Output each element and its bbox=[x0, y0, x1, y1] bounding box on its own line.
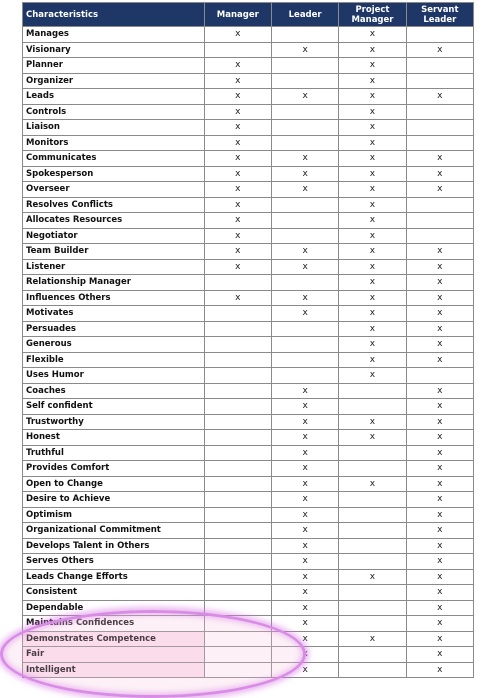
check-mark-cell: x bbox=[339, 569, 406, 585]
empty-cell bbox=[204, 647, 271, 663]
characteristic-label: Maintains Confidences bbox=[23, 616, 205, 632]
empty-cell bbox=[339, 662, 406, 678]
table-row bbox=[23, 662, 474, 678]
characteristic-label: Demonstrates Competence bbox=[23, 631, 205, 647]
table-row bbox=[23, 213, 474, 229]
check-mark-cell: x bbox=[406, 275, 473, 291]
check-mark-cell: x bbox=[204, 58, 271, 74]
check-mark-cell: x bbox=[271, 554, 338, 570]
check-mark-cell: x bbox=[339, 73, 406, 89]
check-mark-cell: x bbox=[271, 538, 338, 554]
empty-cell bbox=[204, 554, 271, 570]
header-manager: Manager bbox=[204, 3, 271, 27]
table-header-row bbox=[23, 3, 474, 27]
check-mark-cell: x bbox=[406, 662, 473, 678]
table-row bbox=[23, 244, 474, 260]
check-mark-cell: x bbox=[204, 244, 271, 260]
empty-cell bbox=[204, 585, 271, 601]
check-mark-cell: x bbox=[271, 476, 338, 492]
characteristic-label: Spokesperson bbox=[23, 166, 205, 182]
empty-cell bbox=[204, 492, 271, 508]
characteristic-label: Monitors bbox=[23, 135, 205, 151]
table-row bbox=[23, 445, 474, 461]
table-row bbox=[23, 569, 474, 585]
empty-cell bbox=[406, 135, 473, 151]
check-mark-cell: x bbox=[339, 259, 406, 275]
characteristic-label: Liaison bbox=[23, 120, 205, 136]
characteristic-label: Organizer bbox=[23, 73, 205, 89]
check-mark-cell: x bbox=[406, 42, 473, 58]
empty-cell bbox=[339, 383, 406, 399]
check-mark-cell: x bbox=[339, 104, 406, 120]
check-mark-cell: x bbox=[271, 42, 338, 58]
check-mark-cell: x bbox=[406, 337, 473, 353]
check-mark-cell: x bbox=[406, 399, 473, 415]
characteristic-label: Motivates bbox=[23, 306, 205, 322]
empty-cell bbox=[339, 538, 406, 554]
check-mark-cell: x bbox=[271, 244, 338, 260]
empty-cell bbox=[271, 337, 338, 353]
characteristic-label: Uses Humor bbox=[23, 368, 205, 384]
characteristic-label: Serves Others bbox=[23, 554, 205, 570]
empty-cell bbox=[204, 42, 271, 58]
empty-cell bbox=[406, 120, 473, 136]
empty-cell bbox=[204, 383, 271, 399]
table-row bbox=[23, 182, 474, 198]
characteristic-label: Desire to Achieve bbox=[23, 492, 205, 508]
check-mark-cell: x bbox=[339, 430, 406, 446]
check-mark-cell: x bbox=[406, 306, 473, 322]
check-mark-cell: x bbox=[339, 42, 406, 58]
check-mark-cell: x bbox=[271, 89, 338, 105]
check-mark-cell: x bbox=[204, 290, 271, 306]
check-mark-cell: x bbox=[339, 368, 406, 384]
table-row bbox=[23, 58, 474, 74]
check-mark-cell: x bbox=[406, 414, 473, 430]
empty-cell bbox=[204, 600, 271, 616]
characteristic-label: Allocates Resources bbox=[23, 213, 205, 229]
check-mark-cell: x bbox=[339, 197, 406, 213]
characteristic-label: Self confident bbox=[23, 399, 205, 415]
table-body bbox=[23, 27, 474, 678]
check-mark-cell: x bbox=[271, 306, 338, 322]
characteristic-label: Honest bbox=[23, 430, 205, 446]
table-row bbox=[23, 120, 474, 136]
check-mark-cell: x bbox=[271, 383, 338, 399]
check-mark-cell: x bbox=[271, 492, 338, 508]
empty-cell bbox=[204, 321, 271, 337]
check-mark-cell: x bbox=[406, 554, 473, 570]
empty-cell bbox=[406, 27, 473, 43]
empty-cell bbox=[271, 321, 338, 337]
check-mark-cell: x bbox=[271, 430, 338, 446]
empty-cell bbox=[204, 538, 271, 554]
check-mark-cell: x bbox=[204, 27, 271, 43]
empty-cell bbox=[339, 445, 406, 461]
check-mark-cell: x bbox=[271, 585, 338, 601]
check-mark-cell: x bbox=[339, 228, 406, 244]
empty-cell bbox=[271, 120, 338, 136]
empty-cell bbox=[406, 58, 473, 74]
characteristic-label: Influences Others bbox=[23, 290, 205, 306]
characteristic-label: Optimism bbox=[23, 507, 205, 523]
check-mark-cell: x bbox=[406, 538, 473, 554]
empty-cell bbox=[339, 399, 406, 415]
check-mark-cell: x bbox=[339, 27, 406, 43]
check-mark-cell: x bbox=[406, 585, 473, 601]
empty-cell bbox=[204, 507, 271, 523]
characteristic-label: Intelligent bbox=[23, 662, 205, 678]
table-row bbox=[23, 383, 474, 399]
table-row bbox=[23, 647, 474, 663]
characteristics-table bbox=[22, 2, 474, 678]
check-mark-cell: x bbox=[406, 600, 473, 616]
table-row bbox=[23, 538, 474, 554]
characteristic-label: Leads Change Efforts bbox=[23, 569, 205, 585]
check-mark-cell: x bbox=[406, 631, 473, 647]
characteristic-label: Trustworthy bbox=[23, 414, 205, 430]
check-mark-cell: x bbox=[339, 58, 406, 74]
check-mark-cell: x bbox=[204, 182, 271, 198]
empty-cell bbox=[339, 585, 406, 601]
check-mark-cell: x bbox=[204, 166, 271, 182]
empty-cell bbox=[271, 197, 338, 213]
check-mark-cell: x bbox=[339, 244, 406, 260]
check-mark-cell: x bbox=[339, 337, 406, 353]
comparison-table-container bbox=[22, 2, 474, 678]
check-mark-cell: x bbox=[406, 476, 473, 492]
empty-cell bbox=[271, 228, 338, 244]
check-mark-cell: x bbox=[271, 151, 338, 167]
check-mark-cell: x bbox=[204, 197, 271, 213]
check-mark-cell: x bbox=[406, 523, 473, 539]
header-characteristics: Characteristics bbox=[23, 3, 205, 27]
table-row bbox=[23, 42, 474, 58]
check-mark-cell: x bbox=[204, 151, 271, 167]
check-mark-cell: x bbox=[406, 151, 473, 167]
table-row bbox=[23, 554, 474, 570]
empty-cell bbox=[204, 337, 271, 353]
empty-cell bbox=[406, 368, 473, 384]
empty-cell bbox=[271, 352, 338, 368]
check-mark-cell: x bbox=[271, 259, 338, 275]
check-mark-cell: x bbox=[271, 647, 338, 663]
table-row bbox=[23, 476, 474, 492]
check-mark-cell: x bbox=[406, 507, 473, 523]
characteristic-label: Truthful bbox=[23, 445, 205, 461]
check-mark-cell: x bbox=[406, 244, 473, 260]
empty-cell bbox=[339, 647, 406, 663]
check-mark-cell: x bbox=[406, 616, 473, 632]
characteristic-label: Generous bbox=[23, 337, 205, 353]
table-row bbox=[23, 135, 474, 151]
check-mark-cell: x bbox=[271, 461, 338, 477]
characteristic-label: Negotiator bbox=[23, 228, 205, 244]
empty-cell bbox=[339, 523, 406, 539]
check-mark-cell: x bbox=[271, 414, 338, 430]
empty-cell bbox=[204, 476, 271, 492]
table-row bbox=[23, 616, 474, 632]
table-row bbox=[23, 290, 474, 306]
check-mark-cell: x bbox=[271, 569, 338, 585]
characteristic-label: Leads bbox=[23, 89, 205, 105]
empty-cell bbox=[204, 523, 271, 539]
check-mark-cell: x bbox=[406, 461, 473, 477]
table-row bbox=[23, 399, 474, 415]
characteristic-label: Develops Talent in Others bbox=[23, 538, 205, 554]
empty-cell bbox=[271, 27, 338, 43]
check-mark-cell: x bbox=[406, 290, 473, 306]
characteristic-label: Communicates bbox=[23, 151, 205, 167]
table-row bbox=[23, 166, 474, 182]
check-mark-cell: x bbox=[204, 259, 271, 275]
empty-cell bbox=[271, 73, 338, 89]
check-mark-cell: x bbox=[271, 399, 338, 415]
table-row bbox=[23, 600, 474, 616]
check-mark-cell: x bbox=[271, 166, 338, 182]
header-leader: Leader bbox=[271, 3, 338, 27]
check-mark-cell: x bbox=[339, 135, 406, 151]
check-mark-cell: x bbox=[204, 73, 271, 89]
characteristic-label: Listener bbox=[23, 259, 205, 275]
empty-cell bbox=[339, 616, 406, 632]
check-mark-cell: x bbox=[271, 182, 338, 198]
table-row bbox=[23, 492, 474, 508]
characteristic-label: Controls bbox=[23, 104, 205, 120]
table-row bbox=[23, 89, 474, 105]
table-row bbox=[23, 507, 474, 523]
table-row bbox=[23, 368, 474, 384]
check-mark-cell: x bbox=[406, 492, 473, 508]
check-mark-cell: x bbox=[339, 352, 406, 368]
check-mark-cell: x bbox=[339, 151, 406, 167]
empty-cell bbox=[406, 104, 473, 120]
empty-cell bbox=[339, 507, 406, 523]
check-mark-cell: x bbox=[271, 631, 338, 647]
characteristic-label: Organizational Commitment bbox=[23, 523, 205, 539]
check-mark-cell: x bbox=[271, 507, 338, 523]
table-row bbox=[23, 104, 474, 120]
empty-cell bbox=[406, 228, 473, 244]
empty-cell bbox=[204, 461, 271, 477]
check-mark-cell: x bbox=[204, 104, 271, 120]
empty-cell bbox=[204, 352, 271, 368]
empty-cell bbox=[406, 213, 473, 229]
empty-cell bbox=[271, 213, 338, 229]
table-row bbox=[23, 151, 474, 167]
check-mark-cell: x bbox=[271, 662, 338, 678]
characteristic-label: Provides Comfort bbox=[23, 461, 205, 477]
table-row bbox=[23, 352, 474, 368]
characteristic-label: Team Builder bbox=[23, 244, 205, 260]
table-row bbox=[23, 306, 474, 322]
characteristic-label: Relationship Manager bbox=[23, 275, 205, 291]
characteristic-label: Visionary bbox=[23, 42, 205, 58]
table-row bbox=[23, 430, 474, 446]
check-mark-cell: x bbox=[406, 445, 473, 461]
table-row bbox=[23, 228, 474, 244]
table-row bbox=[23, 275, 474, 291]
table-row bbox=[23, 73, 474, 89]
check-mark-cell: x bbox=[406, 89, 473, 105]
empty-cell bbox=[339, 600, 406, 616]
check-mark-cell: x bbox=[406, 647, 473, 663]
check-mark-cell: x bbox=[406, 182, 473, 198]
table-row bbox=[23, 337, 474, 353]
empty-cell bbox=[271, 368, 338, 384]
check-mark-cell: x bbox=[339, 89, 406, 105]
check-mark-cell: x bbox=[204, 135, 271, 151]
characteristic-label: Resolves Conflicts bbox=[23, 197, 205, 213]
empty-cell bbox=[204, 616, 271, 632]
check-mark-cell: x bbox=[271, 445, 338, 461]
characteristic-label: Consistent bbox=[23, 585, 205, 601]
check-mark-cell: x bbox=[339, 321, 406, 337]
empty-cell bbox=[271, 135, 338, 151]
empty-cell bbox=[204, 368, 271, 384]
check-mark-cell: x bbox=[339, 120, 406, 136]
table-row bbox=[23, 414, 474, 430]
empty-cell bbox=[406, 73, 473, 89]
empty-cell bbox=[271, 275, 338, 291]
check-mark-cell: x bbox=[406, 383, 473, 399]
empty-cell bbox=[339, 461, 406, 477]
check-mark-cell: x bbox=[406, 259, 473, 275]
check-mark-cell: x bbox=[339, 414, 406, 430]
table-row bbox=[23, 631, 474, 647]
empty-cell bbox=[204, 662, 271, 678]
table-row bbox=[23, 523, 474, 539]
table-row bbox=[23, 585, 474, 601]
header-servant-leader: Servant Leader bbox=[406, 3, 473, 27]
empty-cell bbox=[339, 492, 406, 508]
check-mark-cell: x bbox=[204, 213, 271, 229]
characteristic-label: Dependable bbox=[23, 600, 205, 616]
check-mark-cell: x bbox=[339, 476, 406, 492]
check-mark-cell: x bbox=[339, 166, 406, 182]
check-mark-cell: x bbox=[271, 523, 338, 539]
empty-cell bbox=[204, 414, 271, 430]
empty-cell bbox=[204, 399, 271, 415]
empty-cell bbox=[406, 197, 473, 213]
characteristic-label: Coaches bbox=[23, 383, 205, 399]
empty-cell bbox=[204, 631, 271, 647]
empty-cell bbox=[204, 306, 271, 322]
check-mark-cell: x bbox=[406, 430, 473, 446]
empty-cell bbox=[204, 430, 271, 446]
empty-cell bbox=[339, 554, 406, 570]
check-mark-cell: x bbox=[406, 166, 473, 182]
check-mark-cell: x bbox=[271, 290, 338, 306]
empty-cell bbox=[204, 445, 271, 461]
table-row bbox=[23, 321, 474, 337]
empty-cell bbox=[204, 569, 271, 585]
table-row bbox=[23, 197, 474, 213]
check-mark-cell: x bbox=[339, 290, 406, 306]
check-mark-cell: x bbox=[339, 213, 406, 229]
empty-cell bbox=[271, 104, 338, 120]
check-mark-cell: x bbox=[406, 352, 473, 368]
check-mark-cell: x bbox=[339, 182, 406, 198]
check-mark-cell: x bbox=[339, 631, 406, 647]
table-row bbox=[23, 259, 474, 275]
check-mark-cell: x bbox=[339, 275, 406, 291]
check-mark-cell: x bbox=[204, 120, 271, 136]
characteristic-label: Flexible bbox=[23, 352, 205, 368]
check-mark-cell: x bbox=[204, 89, 271, 105]
check-mark-cell: x bbox=[406, 569, 473, 585]
check-mark-cell: x bbox=[339, 306, 406, 322]
table-row bbox=[23, 27, 474, 43]
check-mark-cell: x bbox=[204, 228, 271, 244]
table-row bbox=[23, 461, 474, 477]
check-mark-cell: x bbox=[406, 321, 473, 337]
check-mark-cell: x bbox=[271, 616, 338, 632]
characteristic-label: Open to Change bbox=[23, 476, 205, 492]
characteristic-label: Overseer bbox=[23, 182, 205, 198]
characteristic-label: Persuades bbox=[23, 321, 205, 337]
check-mark-cell: x bbox=[271, 600, 338, 616]
header-project-manager: Project Manager bbox=[339, 3, 406, 27]
empty-cell bbox=[204, 275, 271, 291]
characteristic-label: Planner bbox=[23, 58, 205, 74]
empty-cell bbox=[271, 58, 338, 74]
characteristic-label: Manages bbox=[23, 27, 205, 43]
characteristic-label: Fair bbox=[23, 647, 205, 663]
